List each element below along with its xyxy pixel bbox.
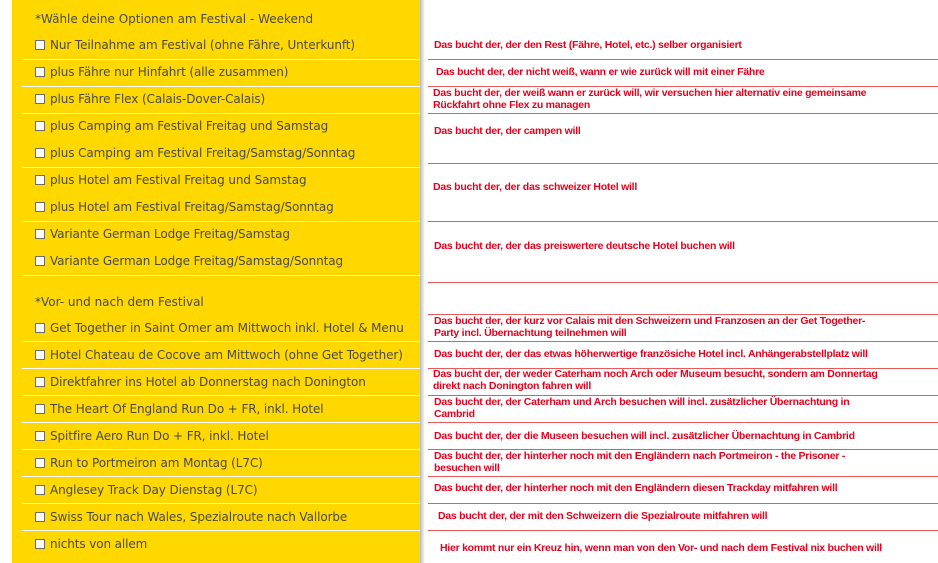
option-camping-fri-sat-sun[interactable] (35, 143, 355, 163)
option-label: Spitfire Aero Run Do + FR, inkl. Hotel (50, 429, 269, 443)
note-spitfire-aero-run: Das bucht der, der die Museen besuchen will incl. zusätzlicher Übernachtung in Cambrid (434, 430, 855, 442)
divider-line (428, 341, 938, 342)
note-heart-of-england-run: Das bucht der, der Caterham und Arch besuchen will incl. zusätzlicher Übernachtung in Cambrid (434, 396, 850, 420)
option-label: Anglesey Track Day Dienstag (L7C) (50, 483, 258, 497)
panel-shadow (420, 0, 425, 563)
checkbox[interactable] (35, 67, 45, 77)
note-german-lodge: Das bucht der, der das preiswertere deutsche Hotel buchen will (434, 240, 735, 252)
option-ferry-flex[interactable] (35, 89, 265, 109)
option-label: Variante German Lodge Freitag/Samstag (50, 227, 290, 241)
checkbox[interactable] (35, 458, 45, 468)
note-get-together: Das bucht der, der kurz vor Calais mit den Schweizern und Franzosen an der Get Together- Party incl. Übernachtung teilnehmen will (434, 315, 866, 339)
divider-line (428, 59, 938, 60)
option-festival-only[interactable] (35, 35, 355, 55)
option-label: plus Camping am Festival Freitag und Samstag (50, 119, 329, 133)
option-label: Direktfahrer ins Hotel ab Donnerstag nach Donington (50, 375, 366, 389)
separator (22, 530, 420, 531)
option-label: plus Camping am Festival Freitag/Samstag/Sonntag (50, 146, 356, 160)
checkbox[interactable] (35, 40, 45, 50)
option-run-to-portmeiron[interactable] (35, 453, 263, 473)
note-ferry-outbound: Das bucht der, der nicht weiß, wann er wie zurück will mit einer Fähre (436, 66, 765, 78)
separator (22, 275, 420, 276)
option-label: plus Fähre nur Hinfahrt (alle zusammen) (50, 65, 289, 79)
divider-line (428, 476, 938, 477)
separator (22, 167, 420, 168)
option-chateau-cocove[interactable] (35, 345, 403, 365)
option-lodge-fri-sat[interactable] (35, 224, 290, 244)
option-label: plus Hotel am Festival Freitag/Samstag/Sonntag (50, 200, 334, 214)
options-panel (12, 0, 420, 563)
option-hotel-fri-sat[interactable] (35, 170, 307, 190)
checkbox[interactable] (35, 539, 45, 549)
option-label: plus Fähre Flex (Calais-Dover-Calais) (50, 92, 266, 106)
option-swiss-tour-wales[interactable] (35, 507, 347, 527)
separator (22, 221, 420, 222)
note-camping: Das bucht der, der campen will (434, 125, 581, 137)
note-anglesey-track-day: Das bucht der, der hinterher noch mit den Engländern diesen Trackday mitfahren will (434, 482, 838, 494)
separator (22, 395, 420, 396)
note-swiss-hotel: Das bucht der, der das schweizer Hotel will (433, 181, 637, 193)
option-label: Hotel Chateau de Cocove am Mittwoch (ohne Get Together) (50, 348, 403, 362)
checkbox[interactable] (35, 229, 45, 239)
note-ferry-flex: Das bucht der, der weiß wann er zurück will, wir versuchen hier alternativ eine gemeinsame Rückfahrt ohne Flex zu managen (433, 87, 867, 111)
checkbox[interactable] (35, 377, 45, 387)
divider-line (428, 221, 938, 222)
note-nothing: Hier kommt nur ein Kreuz hin, wenn man von den Vor- und nach dem Festival nix buchen will (440, 542, 882, 554)
divider-line (428, 163, 938, 164)
option-label: The Heart Of England Run Do + FR, inkl. Hotel (50, 402, 324, 416)
option-nothing[interactable] (35, 534, 147, 554)
separator (22, 449, 420, 450)
option-spitfire-aero-run[interactable] (35, 426, 269, 446)
checkbox[interactable] (35, 404, 45, 414)
checkbox[interactable] (35, 485, 45, 495)
note-swiss-tour-wales: Das bucht der, der mit den Schweizern die Spezialroute mitfahren will (438, 510, 768, 522)
option-label: Get Together in Saint Omer am Mittwoch inkl. Hotel & Menu (50, 321, 404, 335)
separator (22, 368, 420, 369)
checkbox[interactable] (35, 431, 45, 441)
separator (22, 422, 420, 423)
option-lodge-fri-sat-sun[interactable] (35, 251, 343, 271)
option-anglesey-track-day[interactable] (35, 480, 258, 500)
option-label: nichts von allem (50, 537, 148, 551)
separator (22, 341, 420, 342)
checkbox[interactable] (35, 323, 45, 333)
separator (22, 86, 420, 87)
option-hotel-fri-sat-sun[interactable] (35, 197, 334, 217)
note-direct-donington: Das bucht der, der weder Caterham noch Arch oder Museum besucht, sondern am Donnertag direkt nach Donington fahren will (433, 368, 878, 392)
option-direct-donington[interactable] (35, 372, 366, 392)
checkbox[interactable] (35, 202, 45, 212)
checkbox[interactable] (35, 175, 45, 185)
divider-line (428, 422, 938, 423)
option-get-together[interactable] (35, 318, 404, 338)
note-chateau-cocove: Das bucht der, der das etwas höherwertige französiche Hotel incl. Anhängerabstellplatz will (434, 348, 868, 360)
section-title-weekend: *Wähle deine Optionen am Festival - Weekend (35, 12, 314, 26)
separator (22, 59, 420, 60)
separator (22, 113, 420, 114)
divider-line (428, 113, 938, 114)
divider-line (428, 282, 938, 283)
checkbox[interactable] (35, 148, 45, 158)
divider-line (428, 530, 938, 531)
checkbox[interactable] (35, 121, 45, 131)
separator (22, 503, 420, 504)
checkbox[interactable] (35, 350, 45, 360)
option-label: Nur Teilnahme am Festival (ohne Fähre, Unterkunft) (50, 38, 355, 52)
section-title-pre-post: *Vor- und nach dem Festival (35, 295, 204, 309)
option-camping-fri-sat[interactable] (35, 116, 328, 136)
checkbox[interactable] (35, 94, 45, 104)
note-run-to-portmeiron: Das bucht der, der hinterher noch mit den Engländern nach Portmeiron - the Prisoner - besuchen will (434, 450, 846, 474)
checkbox[interactable] (35, 256, 45, 266)
option-label: Run to Portmeiron am Montag (L7C) (50, 456, 263, 470)
option-label: plus Hotel am Festival Freitag und Samstag (50, 173, 307, 187)
option-ferry-outbound[interactable] (35, 62, 288, 82)
option-heart-of-england-run[interactable] (35, 399, 323, 419)
option-label: Variante German Lodge Freitag/Samstag/Sonntag (50, 254, 343, 268)
note-festival-only: Das bucht der, der den Rest (Fähre, Hotel, etc.) selber organisiert (434, 39, 742, 51)
checkbox[interactable] (35, 512, 45, 522)
divider-line (428, 503, 938, 504)
option-label: Swiss Tour nach Wales, Spezialroute nach Vallorbe (50, 510, 348, 524)
separator (22, 476, 420, 477)
